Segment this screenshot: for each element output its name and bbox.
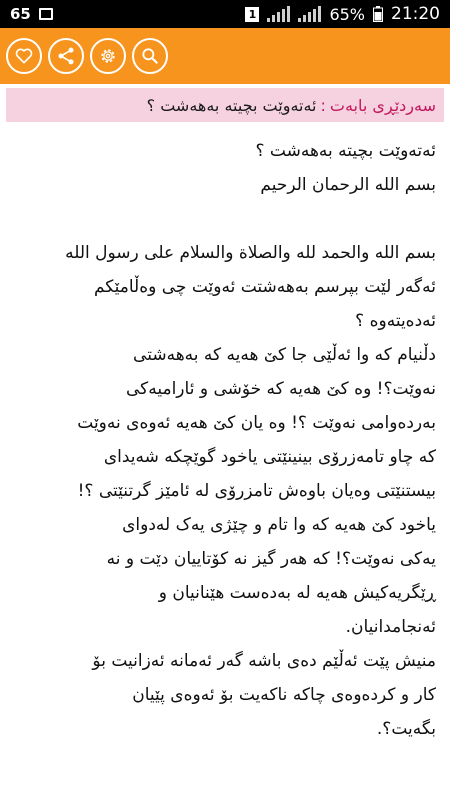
battery-level: 65%	[329, 4, 365, 24]
favorite-button[interactable]	[6, 38, 42, 74]
status-bar	[0, 0, 450, 28]
article-line: منیش پێت ئەڵێم دەی باشە گەر ئەمانە ئەزانیت بۆ	[92, 651, 436, 671]
article-line: بەردەوامی نەوێت ؟! وە یان کێ هەیە ئەوەی نەوێت	[77, 413, 436, 433]
search-icon	[140, 46, 160, 66]
article-line: ئەدەیتەوە ؟	[355, 311, 436, 331]
toolbar	[0, 28, 450, 84]
article-line: ڕێگریەکیش هەیە لە بەدەست هێنانیان و	[158, 583, 436, 603]
clock: 21:20	[391, 4, 440, 24]
article-heading: ئەتەوێت بچیتە بەهەشت ؟	[255, 141, 436, 161]
article-line: یاخود کێ هەیە کە وا تام و چێژی یەک لەدوای	[122, 515, 436, 535]
subject-bar	[6, 88, 444, 122]
status-left	[10, 5, 53, 23]
signal-icon	[267, 6, 290, 22]
article-line: ئەگەر لێت بپرسم بەهەشتت ئەوێت چی وەڵامێکم	[93, 277, 436, 297]
spacer	[14, 202, 436, 236]
image-notification-icon	[39, 8, 53, 20]
article-basmala: بسم الله الرحمان الرحيم	[260, 175, 436, 195]
subject-separator: :	[320, 95, 326, 115]
signal-icon-2	[298, 6, 321, 22]
article-line: بیستنێتی وەیان باوەش تامزرۆی لە ئامێز گرتنێتی ؟!	[77, 481, 436, 501]
article-line: ئەنجامدانیان.	[345, 617, 436, 637]
heart-icon	[14, 46, 34, 66]
article-line: نەوێت؟! وە کێ هەیە کە خۆشی و ئارامیەکی	[125, 379, 436, 399]
article-line: دڵنیام کە وا ئەڵێی جا کێ هەیە کە بەهەشتی	[133, 345, 436, 365]
notification-count: 65	[10, 5, 31, 23]
article-line: کار و کردەوەی چاکە ناکەیت بۆ ئەوەی پێیان	[132, 685, 436, 705]
gear-icon	[98, 46, 118, 66]
settings-button[interactable]	[90, 38, 126, 74]
subject-value: ئەتەوێت بچیتە بەهەشت ؟	[146, 95, 317, 115]
status-right	[245, 4, 440, 24]
article-line: بسم الله والحمد لله والصلاة والسلام على رسول الله	[65, 243, 436, 263]
article-content[interactable]	[6, 128, 444, 800]
article-line: یەکی نەوێت؟! کە هەر گیز نە کۆتاییان دێت و نە	[106, 549, 436, 569]
share-button[interactable]	[48, 38, 84, 74]
share-icon	[56, 46, 76, 66]
search-button[interactable]	[132, 38, 168, 74]
article-line: کە چاو تامەزرۆی بینینێتی یاخود گوێچکە شەیدای	[103, 447, 436, 467]
sim-icon: 1	[245, 7, 259, 22]
subject-label: سەردێڕی بابەت	[329, 95, 436, 115]
battery-icon	[373, 6, 383, 22]
article-line: بگەیت؟.	[376, 719, 436, 739]
